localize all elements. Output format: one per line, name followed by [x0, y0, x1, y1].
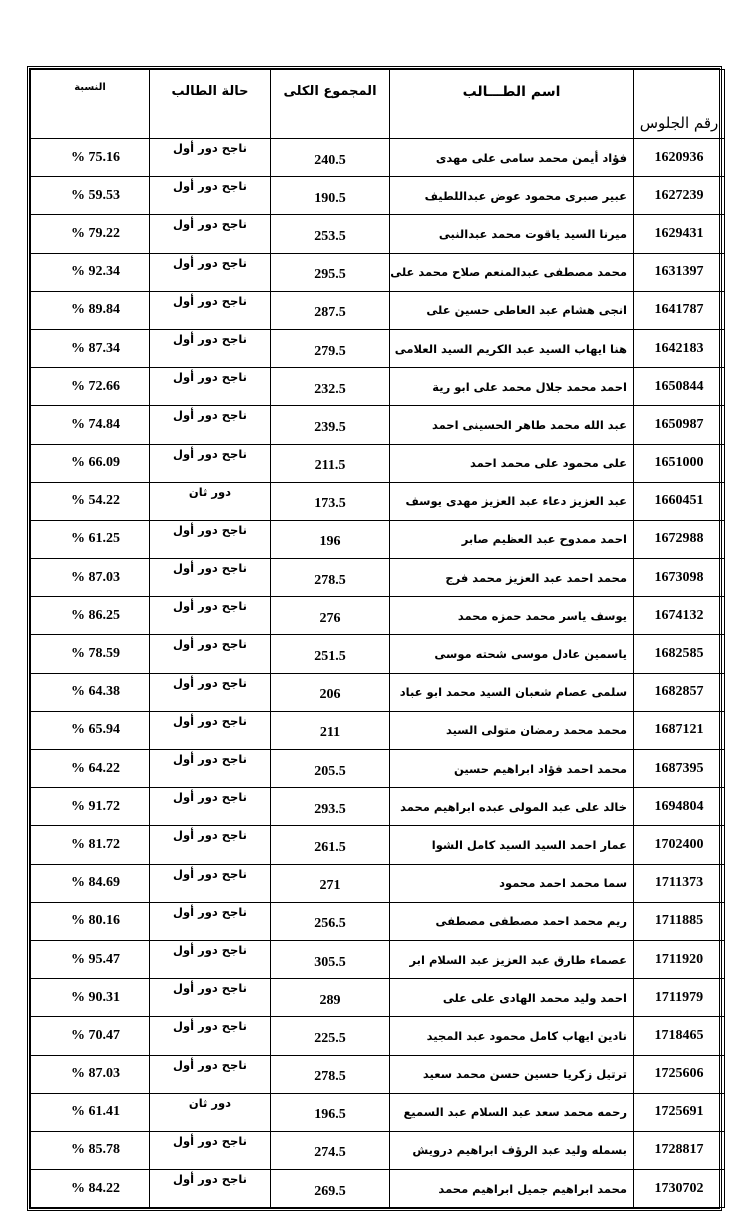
results-table: [30, 69, 725, 1208]
percentage-value: 86.25: [88, 607, 120, 623]
percent-symbol: %: [71, 340, 85, 356]
percentage-cell: [31, 559, 150, 597]
percentage-cell: [31, 1131, 150, 1169]
student-status-cell: ناجح دور أول: [150, 711, 271, 749]
percentage-cell: [31, 444, 150, 482]
seat-number-cell: 1650844: [634, 368, 725, 406]
table-row: [31, 329, 725, 367]
table-row: [31, 368, 725, 406]
total-score-cell: 269.5: [271, 1170, 390, 1208]
percentage-cell: [31, 902, 150, 940]
student-status-cell: دور ثان: [150, 1093, 271, 1131]
seat-number-cell: 1728817: [634, 1131, 725, 1169]
student-status-cell: ناجح دور أول: [150, 139, 271, 177]
table-row: [31, 177, 725, 215]
total-score-cell: 305.5: [271, 940, 390, 978]
percentage-value: 79.22: [88, 225, 120, 241]
percentage-cell: [31, 177, 150, 215]
seat-number-cell: 1687121: [634, 711, 725, 749]
seat-number-cell: 1660451: [634, 482, 725, 520]
seat-number-cell: 1730702: [634, 1170, 725, 1208]
total-score-cell: 295.5: [271, 253, 390, 291]
seat-number-cell: 1694804: [634, 788, 725, 826]
student-name-cell: نادين ايهاب كامل محمود عبد المجيد: [390, 1017, 634, 1055]
seat-number-cell: 1702400: [634, 826, 725, 864]
percent-symbol: %: [71, 913, 85, 929]
percentage-cell: [31, 826, 150, 864]
total-score-cell: 196: [271, 520, 390, 558]
total-score-cell: 225.5: [271, 1017, 390, 1055]
student-name-cell: انجى هشام عبد العاطى حسين على: [390, 291, 634, 329]
table-row: [31, 1093, 725, 1131]
table-row: [31, 139, 725, 177]
student-status-cell: ناجح دور أول: [150, 902, 271, 940]
student-name-cell: يوسف ياسر محمد حمزه محمد: [390, 597, 634, 635]
student-status-cell: ناجح دور أول: [150, 368, 271, 406]
student-status-cell: ناجح دور أول: [150, 520, 271, 558]
student-name-cell: ياسمين عادل موسى شحته موسى: [390, 635, 634, 673]
student-status-cell: ناجح دور أول: [150, 329, 271, 367]
student-status-cell: ناجح دور أول: [150, 406, 271, 444]
student-status-cell: دور ثان: [150, 482, 271, 520]
student-status-cell: ناجح دور أول: [150, 750, 271, 788]
seat-number-cell: 1631397: [634, 253, 725, 291]
percent-symbol: %: [71, 302, 85, 318]
total-score-cell: 278.5: [271, 1055, 390, 1093]
student-status-cell: ناجح دور أول: [150, 253, 271, 291]
percentage-cell: [31, 597, 150, 635]
student-name-cell: رحمه محمد سعد عبد السلام عبد السميع: [390, 1093, 634, 1131]
percentage-cell: [31, 673, 150, 711]
percent-symbol: %: [71, 455, 85, 471]
percentage-value: 64.38: [88, 684, 120, 700]
seat-number-cell: 1674132: [634, 597, 725, 635]
table-row: [31, 788, 725, 826]
student-name-cell: فؤاد أيمن محمد سامى على مهدى: [390, 139, 634, 177]
percent-symbol: %: [71, 1027, 85, 1043]
seat-number-cell: 1711885: [634, 902, 725, 940]
percent-symbol: %: [71, 149, 85, 165]
header-student-status: حالة الطالب: [150, 70, 271, 139]
total-score-cell: 256.5: [271, 902, 390, 940]
percentage-value: 85.78: [88, 1142, 120, 1158]
header-seat-number: رقم الجلوس: [634, 70, 725, 139]
percentage-value: 81.72: [88, 836, 120, 852]
percentage-cell: [31, 1170, 150, 1208]
seat-number-cell: 1627239: [634, 177, 725, 215]
percent-symbol: %: [71, 760, 85, 776]
student-name-cell: ريم محمد احمد مصطفى مصطفى: [390, 902, 634, 940]
student-status-cell: ناجح دور أول: [150, 597, 271, 635]
percentage-cell: [31, 253, 150, 291]
percentage-value: 90.31: [88, 989, 120, 1005]
table-row: [31, 750, 725, 788]
percentage-cell: [31, 329, 150, 367]
percentage-cell: [31, 711, 150, 749]
student-status-cell: ناجح دور أول: [150, 1170, 271, 1208]
student-name-cell: على محمود على محمد احمد: [390, 444, 634, 482]
student-status-cell: ناجح دور أول: [150, 673, 271, 711]
header-percentage: النسبة: [31, 70, 150, 139]
total-score-cell: 279.5: [271, 329, 390, 367]
percentage-cell: [31, 520, 150, 558]
percentage-cell: [31, 406, 150, 444]
percent-symbol: %: [71, 187, 85, 203]
table-row: [31, 940, 725, 978]
percent-symbol: %: [71, 225, 85, 241]
student-name-cell: عبد العزيز دعاء عبد العزيز مهدى يوسف: [390, 482, 634, 520]
percentage-value: 66.09: [88, 455, 120, 471]
percent-symbol: %: [71, 1066, 85, 1082]
student-name-cell: محمد احمد عبد العزيز محمد فرج: [390, 559, 634, 597]
percentage-value: 89.84: [88, 302, 120, 318]
student-name-cell: هنا ايهاب السيد عبد الكريم السيد العلامى: [390, 329, 634, 367]
student-name-cell: خالد على عبد المولى عبده ابراهيم محمد: [390, 788, 634, 826]
student-status-cell: ناجح دور أول: [150, 1055, 271, 1093]
table-row: [31, 597, 725, 635]
percentage-value: 78.59: [88, 646, 120, 662]
percentage-value: 87.03: [88, 569, 120, 585]
seat-number-cell: 1682857: [634, 673, 725, 711]
percent-symbol: %: [71, 646, 85, 662]
seat-number-cell: 1711920: [634, 940, 725, 978]
student-status-cell: ناجح دور أول: [150, 788, 271, 826]
student-name-cell: محمد ابراهيم جميل ابراهيم محمد: [390, 1170, 634, 1208]
percentage-cell: [31, 750, 150, 788]
percent-symbol: %: [71, 416, 85, 432]
total-score-cell: 253.5: [271, 215, 390, 253]
percentage-value: 70.47: [88, 1027, 120, 1043]
table-row: [31, 1131, 725, 1169]
student-status-cell: ناجح دور أول: [150, 979, 271, 1017]
percentage-value: 91.72: [88, 798, 120, 814]
percentage-cell: [31, 215, 150, 253]
table-row: [31, 1170, 725, 1208]
table-row: [31, 1017, 725, 1055]
percent-symbol: %: [71, 607, 85, 623]
table-row: [31, 711, 725, 749]
percent-symbol: %: [71, 1142, 85, 1158]
percent-symbol: %: [71, 1104, 85, 1120]
percent-symbol: %: [71, 875, 85, 891]
percent-symbol: %: [71, 989, 85, 1005]
percentage-value: 61.41: [88, 1104, 120, 1120]
student-name-cell: احمد ممدوح عبد العظيم صابر: [390, 520, 634, 558]
total-score-cell: 274.5: [271, 1131, 390, 1169]
table-row: [31, 482, 725, 520]
student-name-cell: سما محمد احمد محمود: [390, 864, 634, 902]
total-score-cell: 211.5: [271, 444, 390, 482]
table-row: [31, 979, 725, 1017]
table-row: [31, 635, 725, 673]
total-score-cell: 240.5: [271, 139, 390, 177]
seat-number-cell: 1711979: [634, 979, 725, 1017]
student-name-cell: محمد مصطفى عبدالمنعم صلاح محمد على: [390, 253, 634, 291]
total-score-cell: 261.5: [271, 826, 390, 864]
seat-number-cell: 1725606: [634, 1055, 725, 1093]
percent-symbol: %: [71, 378, 85, 394]
percentage-value: 54.22: [88, 493, 120, 509]
total-score-cell: 206: [271, 673, 390, 711]
student-name-cell: سلمى عصام شعبان السيد محمد ابو عباد: [390, 673, 634, 711]
table-row: [31, 444, 725, 482]
percentage-cell: [31, 635, 150, 673]
percent-symbol: %: [71, 836, 85, 852]
percentage-cell: [31, 291, 150, 329]
results-sheet: [27, 66, 722, 1211]
student-status-cell: ناجح دور أول: [150, 559, 271, 597]
student-status-cell: ناجح دور أول: [150, 940, 271, 978]
total-score-cell: 239.5: [271, 406, 390, 444]
student-name-cell: عبير صبرى محمود عوض عبداللطيف: [390, 177, 634, 215]
percentage-cell: [31, 788, 150, 826]
percentage-value: 59.53: [88, 187, 120, 203]
total-score-cell: 196.5: [271, 1093, 390, 1131]
percentage-value: 95.47: [88, 951, 120, 967]
percentage-cell: [31, 482, 150, 520]
percentage-value: 80.16: [88, 913, 120, 929]
student-status-cell: ناجح دور أول: [150, 635, 271, 673]
student-name-cell: ترتيل زكريا حسين حسن محمد سعيد: [390, 1055, 634, 1093]
student-status-cell: ناجح دور أول: [150, 826, 271, 864]
student-name-cell: احمد محمد جلال محمد على ابو رية: [390, 368, 634, 406]
student-name-cell: عصماء طارق عبد العزيز عبد السلام ابر: [390, 940, 634, 978]
total-score-cell: 190.5: [271, 177, 390, 215]
student-status-cell: ناجح دور أول: [150, 444, 271, 482]
student-status-cell: ناجح دور أول: [150, 291, 271, 329]
seat-number-cell: 1718465: [634, 1017, 725, 1055]
percentage-cell: [31, 368, 150, 406]
percentage-value: 84.22: [88, 1180, 120, 1196]
percentage-cell: [31, 1093, 150, 1131]
percentage-cell: [31, 1017, 150, 1055]
percentage-cell: [31, 940, 150, 978]
total-score-cell: 293.5: [271, 788, 390, 826]
student-status-cell: ناجح دور أول: [150, 1017, 271, 1055]
student-status-cell: ناجح دور أول: [150, 215, 271, 253]
total-score-cell: 271: [271, 864, 390, 902]
table-row: [31, 902, 725, 940]
percentage-cell: [31, 979, 150, 1017]
total-score-cell: 276: [271, 597, 390, 635]
student-name-cell: محمد احمد فؤاد ابراهيم حسين: [390, 750, 634, 788]
seat-number-cell: 1620936: [634, 139, 725, 177]
student-name-cell: عمار احمد السيد السيد كامل الشوا: [390, 826, 634, 864]
seat-number-cell: 1650987: [634, 406, 725, 444]
results-body: [31, 139, 725, 1208]
student-name-cell: احمد وليد محمد الهادى على على: [390, 979, 634, 1017]
percentage-value: 74.84: [88, 416, 120, 432]
percentage-value: 61.25: [88, 531, 120, 547]
header-student-name: اسم الطـــالب: [390, 70, 634, 139]
percentage-value: 64.22: [88, 760, 120, 776]
seat-number-cell: 1672988: [634, 520, 725, 558]
percentage-value: 75.16: [88, 149, 120, 165]
student-name-cell: بسمله وليد عبد الرؤف ابراهيم درويش: [390, 1131, 634, 1169]
total-score-cell: 173.5: [271, 482, 390, 520]
student-status-cell: ناجح دور أول: [150, 1131, 271, 1169]
percent-symbol: %: [71, 493, 85, 509]
table-row: [31, 559, 725, 597]
percent-symbol: %: [71, 1180, 85, 1196]
table-row: [31, 864, 725, 902]
percent-symbol: %: [71, 951, 85, 967]
student-status-cell: ناجح دور أول: [150, 864, 271, 902]
table-row: [31, 520, 725, 558]
percentage-value: 65.94: [88, 722, 120, 738]
percent-symbol: %: [71, 722, 85, 738]
total-score-cell: 287.5: [271, 291, 390, 329]
header-row: [31, 70, 725, 139]
student-name-cell: عبد الله محمد طاهر الحسينى احمد: [390, 406, 634, 444]
percentage-value: 84.69: [88, 875, 120, 891]
percent-symbol: %: [71, 531, 85, 547]
percentage-value: 72.66: [88, 378, 120, 394]
percent-symbol: %: [71, 798, 85, 814]
total-score-cell: 289: [271, 979, 390, 1017]
total-score-cell: 232.5: [271, 368, 390, 406]
total-score-cell: 205.5: [271, 750, 390, 788]
seat-number-cell: 1682585: [634, 635, 725, 673]
percentage-value: 92.34: [88, 264, 120, 280]
table-row: [31, 253, 725, 291]
percent-symbol: %: [71, 264, 85, 280]
percent-symbol: %: [71, 569, 85, 585]
seat-number-cell: 1629431: [634, 215, 725, 253]
seat-number-cell: 1673098: [634, 559, 725, 597]
table-row: [31, 291, 725, 329]
percent-symbol: %: [71, 684, 85, 700]
percentage-cell: [31, 139, 150, 177]
percentage-cell: [31, 864, 150, 902]
table-row: [31, 673, 725, 711]
header-total-score: المجموع الكلى: [271, 70, 390, 139]
seat-number-cell: 1725691: [634, 1093, 725, 1131]
seat-number-cell: 1687395: [634, 750, 725, 788]
student-status-cell: ناجح دور أول: [150, 177, 271, 215]
total-score-cell: 251.5: [271, 635, 390, 673]
seat-number-cell: 1642183: [634, 329, 725, 367]
seat-number-cell: 1651000: [634, 444, 725, 482]
table-row: [31, 826, 725, 864]
seat-number-cell: 1641787: [634, 291, 725, 329]
table-row: [31, 406, 725, 444]
student-name-cell: ميرنا السيد ياقوت محمد عبدالنبى: [390, 215, 634, 253]
total-score-cell: 278.5: [271, 559, 390, 597]
percentage-value: 87.03: [88, 1066, 120, 1082]
student-name-cell: محمد محمد رمضان متولى السيد: [390, 711, 634, 749]
table-row: [31, 215, 725, 253]
total-score-cell: 211: [271, 711, 390, 749]
seat-number-cell: 1711373: [634, 864, 725, 902]
percentage-value: 87.34: [88, 340, 120, 356]
